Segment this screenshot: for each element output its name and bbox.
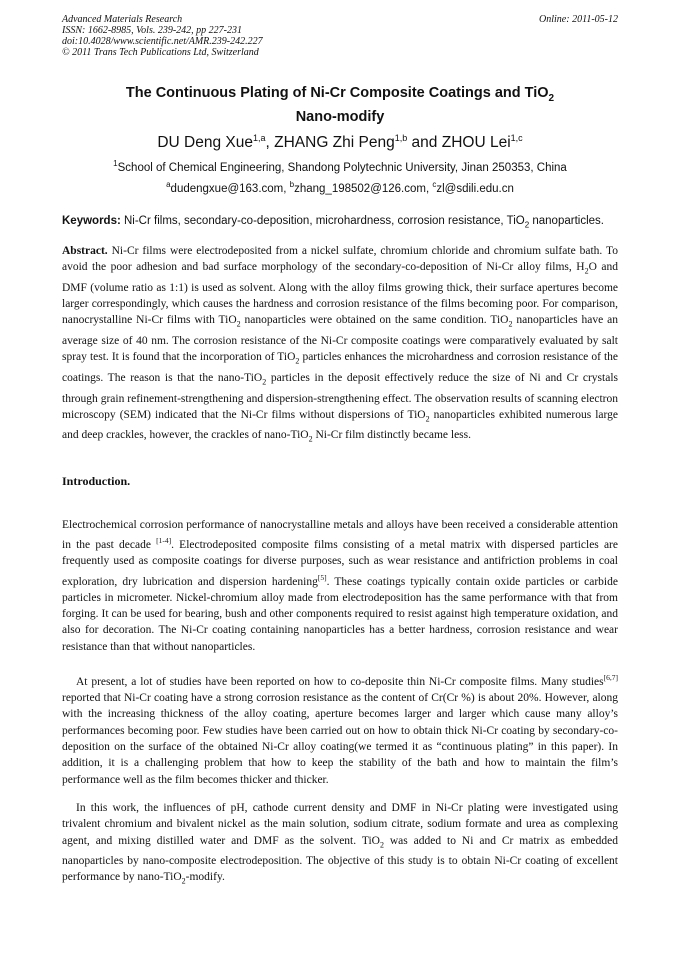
abstract-label: Abstract. xyxy=(62,245,108,257)
intro-paragraph-1: Electrochemical corrosion performance of nanocrystalline metals and alloys have been received a considerable attention in the past decade [1-4]. Electrodeposited composite films consisting of a metal matrix with dispersed particles are frequently used as composite coatings for diverse purposes, such as wear resistance and antifriction problems in coal exploration, dry lubrication and dispersion hardening[5]. These coatings typically contain oxide particles or carbide particles in micrometer. Nickel-chromium alloy made from electrodeposition has the same performance with that from forging. It can be used for bearing, bush and other components required to resist against high temperature oxidation, and also for decoration. The Ni-Cr coating containing nanoparticles has a better hardness, corrosion resistance and wear resistance than that without nanoparticles. xyxy=(62,519,618,653)
affiliation: $^1$School of Chemical Engineering, Shandong Polytechnic University, Jinan 250353, China xyxy=(113,159,567,174)
issn-line: ISSN: 1662-8985, Vols. 239-242, pp 227-231 xyxy=(62,25,242,36)
author-list: DU Deng Xue$^{1,a}$, ZHANG Zhi Peng$^{1,b}$ and ZHOU Lei$^{1,c}$ xyxy=(157,133,523,152)
keywords-label: Keywords: xyxy=(62,215,121,227)
abstract-section: Abstract. Ni-Cr films were electrodeposited from a nickel sulfate, chromium chloride and chromium sulfate bath. To avoid the poor adhesion and bad surface morphology of the secondary-co-deposition of Ni-Cr alloy films, $H_2O$ and DMF (volume ratio as 1:1) is used as solvent. Along with the alloy films growing thick, their surface apertures become larger correspondingly, which causes the hardness and corrosion resistance of the films becoming poor. For comparison, nanocrystalline Ni-Cr films with TiO$_2$ nanoparticles were obtained on the same condition. TiO$_2$ nanoparticles have an average size of 40 nm. The corrosion resistance of the Ni-Cr composite coatings were comparatively evaluated by salt spray test. It is found that the incorporation of TiO$_2$ particles enhances the microhardness and corrosion resistance of the coatings. The reason is that the nano-TiO$_2$ particles in the deposit effectively reduce the size of Ni and Cr crystals through grain refinement-strengthening and dispersion-strengthening effect. The observation results of scanning electron microscopy (SEM) indicated that the Ni-Cr films without dispersions of TiO$_2$ nanoparticles exhibited numerous large and deep crackles, however, the crackles of nano-TiO$_2$ Ni-Cr film distinctly became less. xyxy=(62,245,618,444)
intro-paragraph-3: In this work, the influences of pH, cathode current density and DMF in Ni-Cr plating were investigated using trivalent chromium and bivalent nickel as the main solution, sodium citrate, sodium formate and urea as complexing agent, and mixing distilled water and DMF as the solvent. TiO$_2$ was added to Ni and Cr matrix as embedded nanoparticles by nano-composite electrodeposition. The objective of this study is to obtain Ni-Cr coating of excellent performance by nano-TiO$_2$-modify. xyxy=(62,802,618,886)
email-link[interactable]: dudengxue@163.com, xyxy=(170,182,290,195)
paper-title: The Continuous Plating of Ni-Cr Composite Coatings and TiO$_2$ Nano-modify xyxy=(125,85,555,125)
citation-ref[interactable]: [5] xyxy=(317,572,327,582)
author-name: DU Deng Xue xyxy=(157,134,253,152)
author-emails: $^a$dudengxue@163.com, $^b$zhang_198502@126.com, $^c$zl@sdili.edu.cn xyxy=(166,180,514,195)
doi-line[interactable]: doi:10.4028/www.scientific.net/AMR.239-242.227 xyxy=(62,36,263,47)
keywords-section: Keywords: Ni-Cr films, secondary-co-deposition, microhardness, corrosion resistance, TiO$_2$ nanoparticles. xyxy=(62,215,604,230)
email-link[interactable]: zl@sdili.edu.cn xyxy=(436,182,514,195)
journal-name: Advanced Materials Research xyxy=(62,14,183,25)
online-date: Online: 2011-05-12 xyxy=(539,14,618,25)
intro-paragraph-2: At present, a lot of studies have been reported on how to co-deposite thin Ni-Cr composite films. Many studies[6,7] reported that Ni-Cr coating have a strong corrosion resistance as the content of Cr(Cr %) is about 20%. However, along with the increasing thickness of the alloy coating, aperture becomes larger and larger which cause many alloy’s performances becoming poor. Few studies have been carried out on how to obtain thick Ni-Cr coating by secondary-co-deposition on the surface of the obtained Ni-Cr alloy coating(we termed it as “continuous plating” in this paper). In addition, it is a challenging problem that how to keep the stability of the bath and how to maintain the film’s performance well as the film becomes thicker and thicker. xyxy=(62,673,618,786)
copyright-line: © 2011 Trans Tech Publications Ltd, Switzerland xyxy=(62,47,259,58)
citation-ref[interactable]: [1-4] xyxy=(156,536,172,546)
email-link[interactable]: zhang_198502@126.com, xyxy=(294,182,433,195)
author-name: ZHOU Lei xyxy=(441,134,511,152)
journal-header xyxy=(62,14,618,58)
section-heading-introduction: Introduction. xyxy=(62,474,131,488)
citation-ref[interactable]: [6,7] xyxy=(603,673,618,682)
author-name: ZHANG Zhi Peng xyxy=(274,134,395,152)
